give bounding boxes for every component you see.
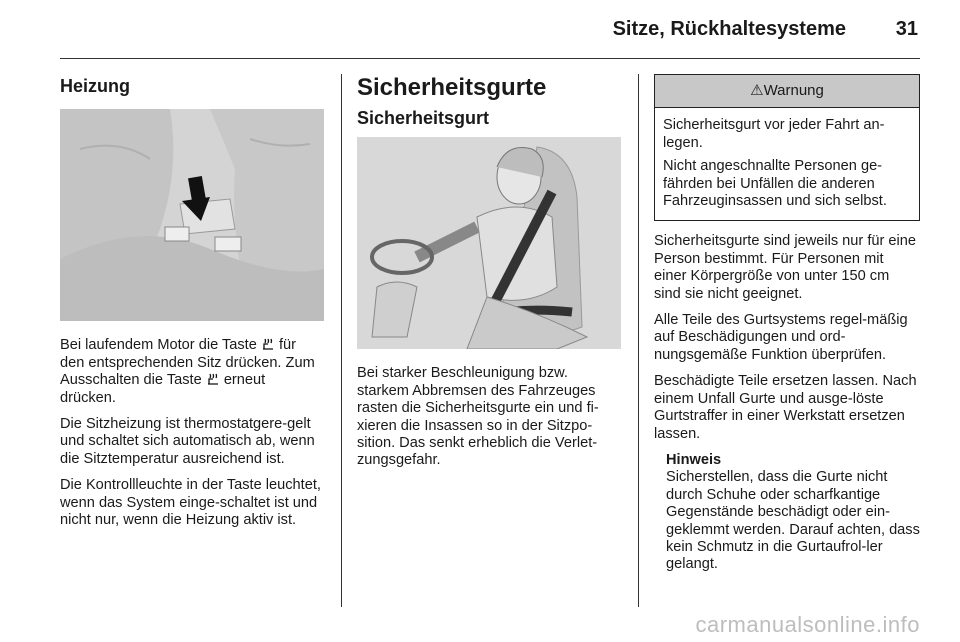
seat-heat-icon (206, 372, 220, 386)
seatbelt-figure (357, 137, 621, 349)
warning-triangle-icon: ⚠ (750, 82, 764, 99)
heating-paragraph-1: Bei laufendem Motor die Taste für den entsprechenden Sitz drücken. Zum Ausschalten die Taste erneut drücken. (60, 337, 315, 406)
seatbelt-paragraph-1: Bei starker Beschleunigung bzw. starkem Abbremsen des Fahrzeuges rasten die Sicherheitsgurte ein und fi-xieren die Insassen so in der Sitzpo-sition. Das senkt erheblich die Verlet-zungsgefahr. (357, 365, 599, 469)
warning-body (655, 108, 919, 220)
heating-paragraph-2: Die Sitzheizung ist thermostatgere-gelt und schaltet sich automatisch ab, wenn die Sitztemperatur ausreichend ist. (60, 416, 315, 467)
right-column (654, 74, 920, 574)
belt-paragraph-1: Sicherheitsgurte sind jeweils nur für eine Person bestimmt. Für Personen mit einer Körpergröße von unter 150 cm sind sie nicht geeignet. (654, 233, 917, 302)
subheading-sicherheitsgurt: Sicherheitsgurt (357, 108, 490, 128)
hint-note (654, 452, 920, 574)
left-column (60, 74, 324, 538)
belt-paragraph-2: Alle Teile des Gurtsystems regel-mäßig auf Beschädigungen und ord-nungsgemäße Funktion überprüfen. (654, 312, 908, 363)
hint-text: Sicherstellen, dass die Gurte nicht durch Schuhe oder scharfkantige Gegenstände beschädigt oder ein-geklemmt werden. Darauf achten, dass kein Schmutz in die Gurtaufrol-ler gelangt. (666, 469, 920, 573)
middle-column (357, 74, 621, 479)
seat-heat-icon (261, 337, 275, 351)
seatbelt-illustration (357, 137, 621, 349)
heating-paragraph-3: Die Kontrollleuchte in der Taste leuchtet, wenn das System einge-schaltet ist und nicht nur, wenn die Heizung aktiv ist. (60, 477, 321, 529)
belt-paragraph-3: Beschädigte Teile ersetzen lassen. Nach einem Unfall Gurte und ausge-löste Gurtstraffer in einer Werkstatt ersetzen lassen. (654, 373, 917, 442)
chapter-heading: Sicherheitsgurte (357, 74, 547, 101)
watermark: carmanualsonline.info (695, 612, 920, 637)
page-title: Sitze, Rückhaltesysteme (612, 18, 846, 40)
page-header (60, 0, 920, 56)
section-heading-heizung: Heizung (60, 76, 130, 96)
seat-heating-illustration (60, 109, 324, 321)
column-divider-1 (341, 74, 342, 607)
warning-paragraph-2: Nicht angeschnallte Personen ge-fährden bei Unfällen die anderen Fahrzeuginsassen und sich selbst. (663, 158, 887, 210)
column-divider-2 (638, 74, 639, 607)
hint-title: Hinweis (666, 451, 722, 468)
header-divider (60, 58, 920, 59)
warning-title: Warnung (763, 82, 824, 99)
warning-header (655, 75, 919, 108)
seat-heating-figure (60, 109, 324, 321)
warning-box (654, 74, 920, 221)
page-number: 31 (895, 18, 918, 40)
warning-paragraph-1: Sicherheitsgurt vor jeder Fahrt an-legen. (663, 117, 885, 151)
